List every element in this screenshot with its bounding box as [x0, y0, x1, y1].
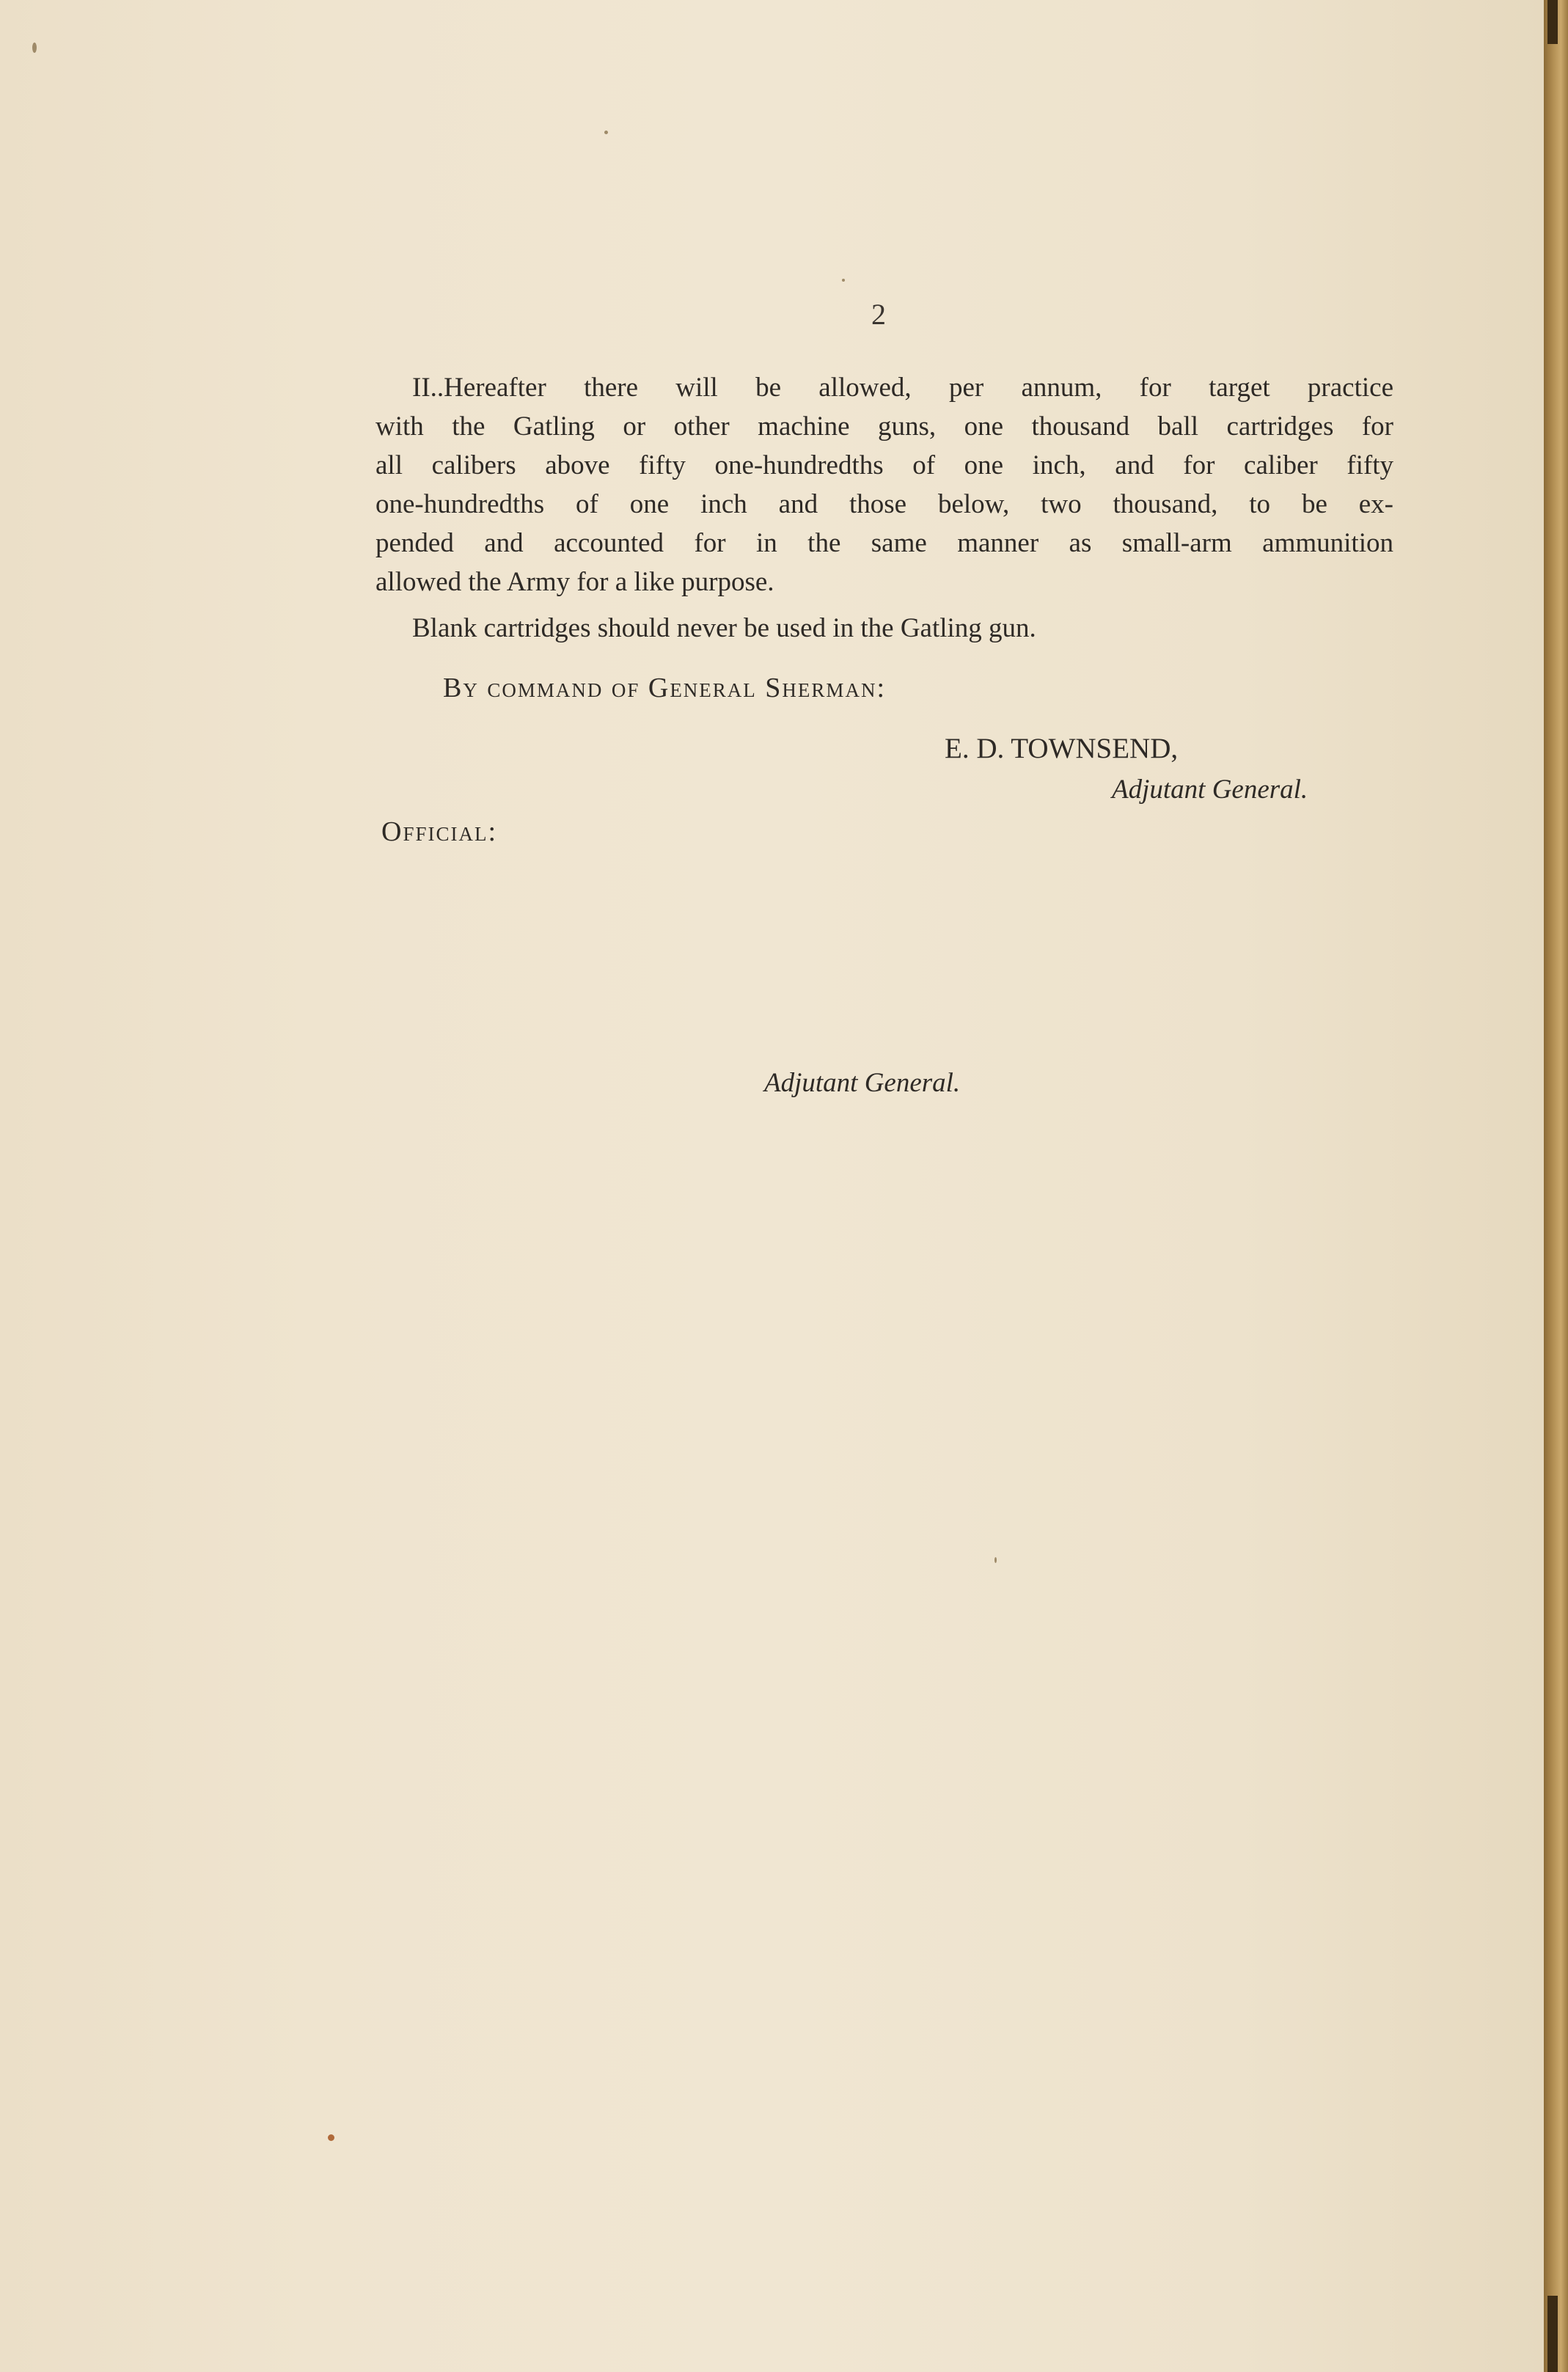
paragraph-line: pended and accounted for in the same manner as small-arm ammunition — [375, 528, 1393, 558]
paper-speck — [842, 279, 845, 282]
signatory-name: E. D. TOWNSEND, — [945, 733, 1179, 764]
paragraph-target-practice — [375, 368, 1393, 601]
page-number: 2 — [871, 298, 886, 331]
paragraph-line: II..Hereafter there will be allowed, per annum, for target practice — [412, 373, 1393, 403]
paper-speck — [328, 2134, 334, 2141]
page-edge-shadow — [1547, 2296, 1558, 2372]
signatory-title: Adjutant General. — [1112, 775, 1308, 805]
paragraph-line: allowed the Army for a like purpose. — [375, 567, 774, 597]
command-line: By command of General Sherman: — [443, 673, 886, 703]
page-edge-shadow — [1547, 0, 1558, 44]
paragraph-line: with the Gatling or other machine guns, one thousand ball cartridges for — [375, 411, 1393, 442]
paragraph-line: one-hundredths of one inch and those below, two thousand, to be ex- — [375, 489, 1393, 519]
official-label: Official: — [381, 816, 498, 847]
paper-speck — [32, 43, 37, 53]
paper-speck — [604, 131, 608, 134]
paragraph-blank-cartridges: Blank cartridges should never be used in the Gatling gun. — [412, 613, 1036, 643]
paragraph-line: all calibers above fifty one-hundredths of one inch, and for caliber fifty — [375, 450, 1393, 480]
official-title: Adjutant General. — [764, 1068, 961, 1098]
paper-speck — [994, 1557, 997, 1563]
page-edge — [1544, 0, 1568, 2372]
